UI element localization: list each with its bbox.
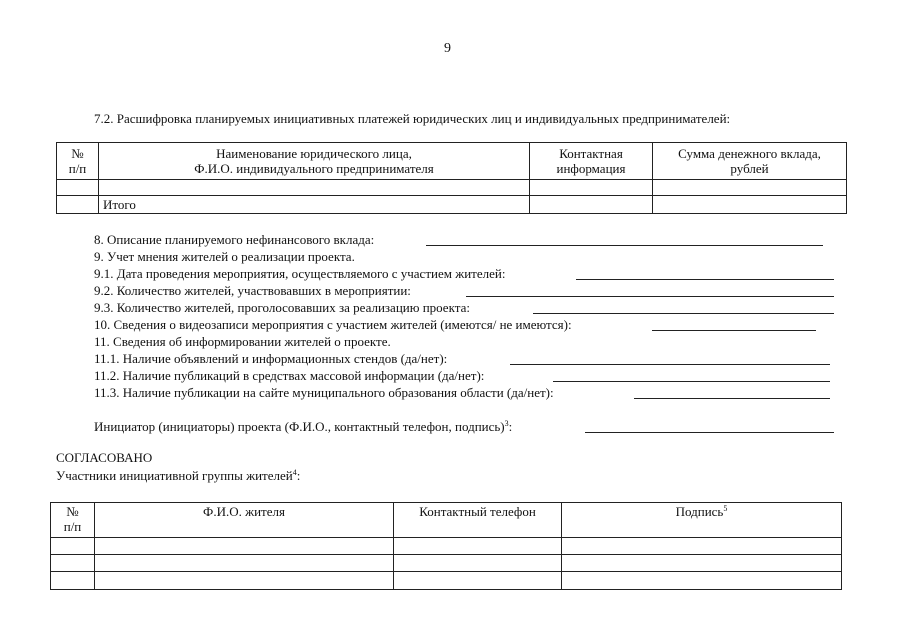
table-row: [51, 555, 842, 572]
field-9-1-label: 9.1. Дата проведения мероприятия, осуществляемого с участием жителей:: [94, 266, 506, 281]
table-cell[interactable]: [562, 538, 842, 555]
table-cell[interactable]: [394, 538, 562, 555]
initiator-label: [94, 419, 512, 435]
total-label: Итого: [99, 196, 530, 214]
table-cell[interactable]: [394, 572, 562, 590]
table-cell[interactable]: [95, 538, 394, 555]
field-9-3-label: 9.3. Количество жителей, проголосовавших за реализацию проекта:: [94, 300, 470, 315]
field-11-3-line[interactable]: [634, 398, 830, 399]
field-11-label: 11. Сведения об информировании жителей о проекте.: [94, 334, 391, 349]
signature-label: Подпись: [675, 504, 724, 519]
col-signature-header: [562, 503, 842, 538]
group-label: [56, 468, 300, 484]
field-8-label: 8. Описание планируемого нефинансового вклада:: [94, 232, 375, 247]
group-label-text: Участники инициативной группы жителей: [56, 468, 293, 483]
table-cell[interactable]: [394, 555, 562, 572]
col-name-header: Ф.И.О. жителя: [95, 503, 394, 538]
table-row: [57, 180, 847, 196]
total-row: [57, 196, 847, 214]
field-9-1-line[interactable]: [576, 279, 834, 280]
field-11-2-label: 11.2. Наличие публикаций в средствах массовой информации (да/нет):: [94, 368, 485, 383]
field-11-1-line[interactable]: [510, 364, 830, 365]
footnote-5: 5: [723, 504, 728, 513]
field-10-line[interactable]: [652, 330, 816, 331]
table-cell[interactable]: [95, 555, 394, 572]
table-cell[interactable]: [51, 538, 95, 555]
participants-table-header: [51, 503, 842, 538]
field-9-3-line[interactable]: [533, 313, 834, 314]
table-cell[interactable]: [653, 180, 847, 196]
field-11-2-line[interactable]: [553, 381, 830, 382]
page-number: 9: [444, 41, 451, 56]
field-9-2-line[interactable]: [466, 296, 834, 297]
col-num-header: № п/п: [57, 143, 99, 180]
participants-table: [50, 502, 842, 590]
field-8-line[interactable]: [426, 245, 823, 246]
table-cell[interactable]: [530, 196, 653, 214]
col-phone-header: Контактный телефон: [394, 503, 562, 538]
table-cell[interactable]: [57, 180, 99, 196]
field-10-label: 10. Сведения о видеозаписи мероприятия с участием жителей (имеются/ не имеются):: [94, 317, 572, 332]
table-row: [51, 572, 842, 590]
agreed-heading: СОГЛАСОВАНО: [56, 450, 153, 465]
table-cell[interactable]: [530, 180, 653, 196]
field-11-3-label: 11.3. Наличие публикации на сайте муниципального образования области (да/нет):: [94, 385, 554, 400]
col-sum-header: Сумма денежного вклада, рублей: [653, 143, 847, 180]
table-cell[interactable]: [99, 180, 530, 196]
payments-table: [56, 142, 847, 214]
table-row: [51, 538, 842, 555]
initiator-text: Инициатор (инициаторы) проекта (Ф.И.О., контактный телефон, подпись): [94, 419, 505, 434]
initiator-line[interactable]: [585, 432, 834, 433]
table-cell[interactable]: [562, 572, 842, 590]
table-cell[interactable]: [653, 196, 847, 214]
table-cell[interactable]: [95, 572, 394, 590]
field-11-1-label: 11.1. Наличие объявлений и информационных стендов (да/нет):: [94, 351, 448, 366]
col-name-header: Наименование юридического лица, Ф.И.О. индивидуального предпринимателя: [99, 143, 530, 180]
group-label-colon: :: [296, 468, 301, 483]
field-9-label: 9. Учет мнения жителей о реализации проекта.: [94, 249, 355, 264]
initiator-colon: :: [508, 419, 513, 434]
footnote-4: 4: [292, 468, 297, 477]
table-cell[interactable]: [51, 572, 95, 590]
col-contact-header: Контактная информация: [530, 143, 653, 180]
col-num-header: № п/п: [51, 503, 95, 538]
table-cell: [57, 196, 99, 214]
table-cell[interactable]: [51, 555, 95, 572]
section-7-2-title: 7.2. Расшифровка планируемых инициативных платежей юридических лиц и индивидуальных предпринимателей:: [94, 111, 731, 126]
field-9-2-label: 9.2. Количество жителей, участвовавших в мероприятии:: [94, 283, 411, 298]
payments-table-header: [57, 143, 847, 180]
table-cell[interactable]: [562, 555, 842, 572]
footnote-3: 3: [504, 419, 509, 428]
